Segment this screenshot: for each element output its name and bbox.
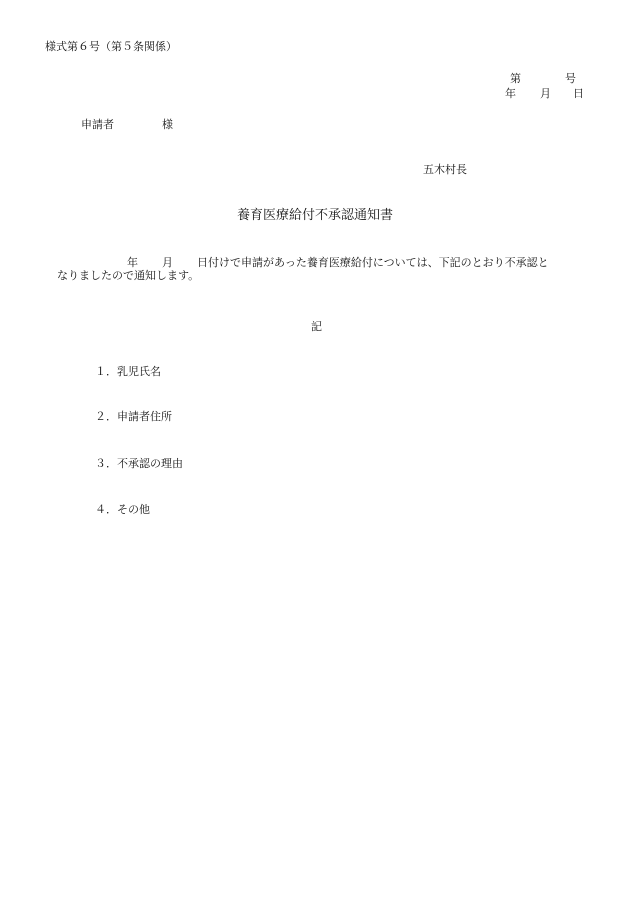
body-line-1 bbox=[45, 256, 585, 269]
document-title: 養育医療給付不承認通知書 bbox=[236, 208, 393, 223]
list-item-other: ４．その他 bbox=[95, 503, 150, 516]
date-month-label: 月 bbox=[540, 87, 551, 100]
number-suffix: 号 bbox=[565, 72, 576, 85]
applicant-honorific: 様 bbox=[162, 118, 173, 131]
body-line-1-text: 日付けで申請があった養育医療給付については、下記のとおり不承認と bbox=[197, 256, 549, 269]
date-day-label: 日 bbox=[573, 87, 584, 100]
body-line-2: なりましたので通知します。 bbox=[57, 269, 200, 283]
list-item-infant-name: １．乳児氏名 bbox=[95, 365, 161, 378]
applicant-label: 申請者 bbox=[81, 118, 114, 131]
document-number-line bbox=[510, 72, 576, 85]
notice-body bbox=[45, 256, 585, 282]
form-label: 様式第６号（第５条関係） bbox=[45, 40, 177, 53]
ki-heading: 記 bbox=[311, 320, 322, 333]
issue-date-line bbox=[505, 87, 584, 100]
applicant-line bbox=[81, 118, 173, 131]
list-item-applicant-address: ２．申請者住所 bbox=[95, 410, 172, 423]
list-item-rejection-reason: ３．不承認の理由 bbox=[95, 457, 183, 470]
issuer-name: 五木村長 bbox=[423, 163, 467, 176]
date-year-label: 年 bbox=[505, 87, 516, 100]
number-prefix: 第 bbox=[510, 72, 521, 85]
body-month-label: 月 bbox=[162, 256, 173, 269]
body-year-label: 年 bbox=[127, 256, 138, 269]
